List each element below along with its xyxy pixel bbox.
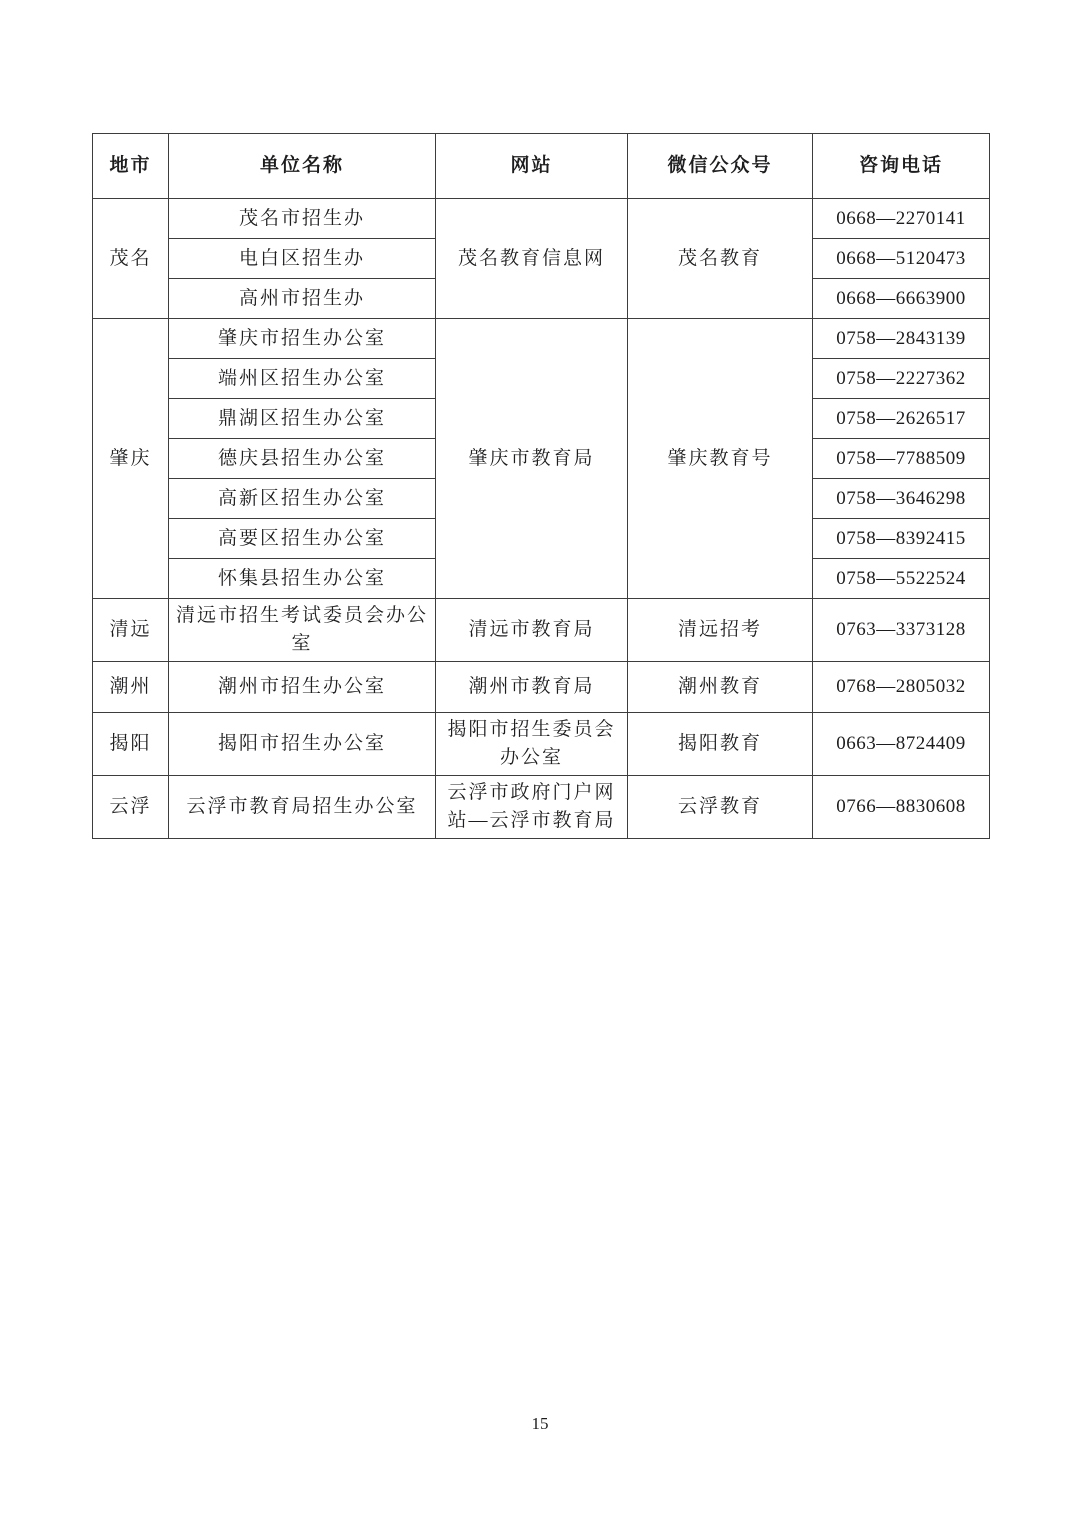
unit-cell: 德庆县招生办公室 [169,439,436,479]
wechat-cell: 云浮教育 [628,776,813,839]
unit-cell: 潮州市招生办公室 [169,662,436,713]
unit-cell: 鼎湖区招生办公室 [169,399,436,439]
unit-cell: 清远市招生考试委员会办公室 [169,599,436,662]
table-row [93,199,990,239]
unit-cell: 肇庆市招生办公室 [169,319,436,359]
phone-cell: 0758—2626517 [813,399,990,439]
phone-cell: 0768—2805032 [813,662,990,713]
phone-cell: 0758—8392415 [813,519,990,559]
table-body [93,199,990,839]
phone-cell: 0763—3373128 [813,599,990,662]
phone-cell: 0668—6663900 [813,279,990,319]
unit-cell: 怀集县招生办公室 [169,559,436,599]
unit-cell: 高新区招生办公室 [169,479,436,519]
phone-cell: 0758—3646298 [813,479,990,519]
website-cell: 潮州市教育局 [436,662,628,713]
unit-cell: 高州市招生办 [169,279,436,319]
website-cell: 茂名教育信息网 [436,199,628,319]
unit-cell: 揭阳市招生办公室 [169,713,436,776]
unit-cell: 高要区招生办公室 [169,519,436,559]
header-cell: 网站 [436,134,628,199]
phone-cell: 0668—2270141 [813,199,990,239]
website-cell: 揭阳市招生委员会办公室 [436,713,628,776]
contact-table [92,133,990,839]
wechat-cell: 肇庆教育号 [628,319,813,599]
city-cell: 肇庆 [93,319,169,599]
phone-cell: 0758—2843139 [813,319,990,359]
table-row [93,713,990,776]
header-cell: 微信公众号 [628,134,813,199]
phone-cell: 0766—8830608 [813,776,990,839]
phone-cell: 0668—5120473 [813,239,990,279]
phone-cell: 0758—5522524 [813,559,990,599]
phone-cell: 0663—8724409 [813,713,990,776]
wechat-cell: 潮州教育 [628,662,813,713]
table-row [93,776,990,839]
table-row [93,319,990,359]
unit-cell: 电白区招生办 [169,239,436,279]
phone-cell: 0758—2227362 [813,359,990,399]
header-cell: 地市 [93,134,169,199]
table-header [93,134,990,199]
wechat-cell: 茂名教育 [628,199,813,319]
header-cell: 咨询电话 [813,134,990,199]
table-row [93,662,990,713]
table-row [93,599,990,662]
city-cell: 云浮 [93,776,169,839]
website-cell: 清远市教育局 [436,599,628,662]
city-cell: 潮州 [93,662,169,713]
header-row [93,134,990,199]
header-cell: 单位名称 [169,134,436,199]
city-cell: 揭阳 [93,713,169,776]
unit-cell: 茂名市招生办 [169,199,436,239]
website-cell: 云浮市政府门户网站—云浮市教育局 [436,776,628,839]
unit-cell: 云浮市教育局招生办公室 [169,776,436,839]
page-number: 15 [531,1414,549,1433]
phone-cell: 0758—7788509 [813,439,990,479]
unit-cell: 端州区招生办公室 [169,359,436,399]
city-cell: 茂名 [93,199,169,319]
city-cell: 清远 [93,599,169,662]
wechat-cell: 清远招考 [628,599,813,662]
wechat-cell: 揭阳教育 [628,713,813,776]
website-cell: 肇庆市教育局 [436,319,628,599]
